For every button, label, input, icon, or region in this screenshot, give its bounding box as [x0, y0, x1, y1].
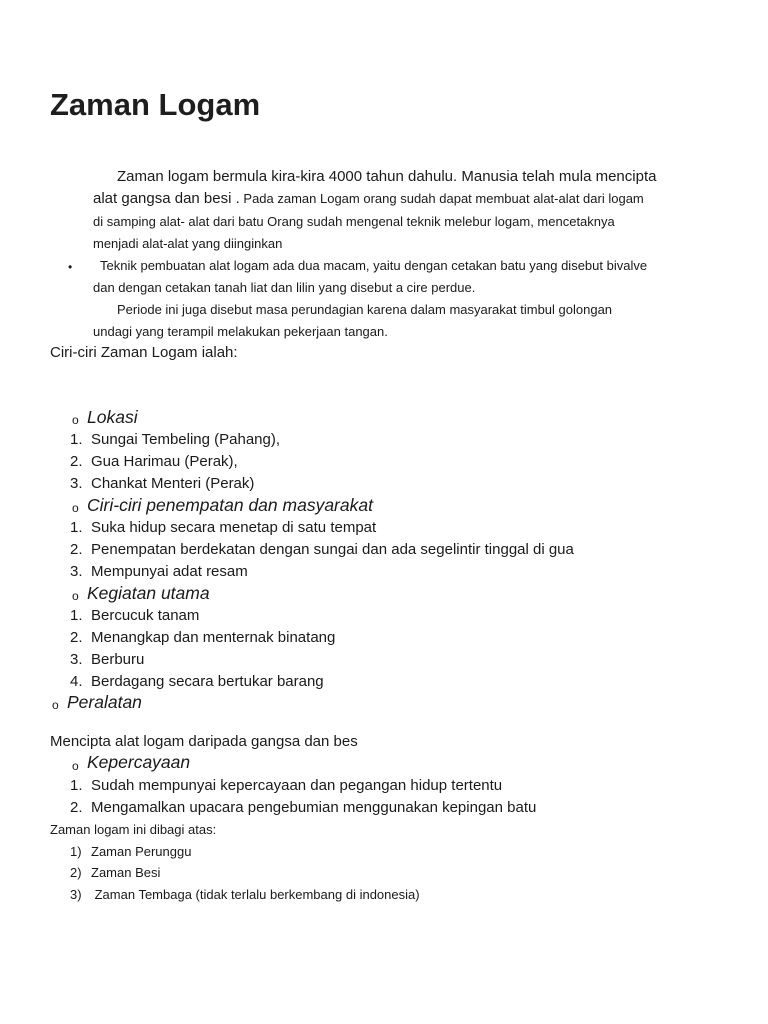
list-item: 2. Menangkap dan menternak binatang: [70, 629, 336, 646]
list-item: 1) Zaman Perunggu: [70, 844, 192, 859]
intro-line-2b: Pada zaman Logam orang sudah dapat membuat alat-alat dari logam: [239, 191, 644, 206]
peralatan-text: Mencipta alat logam daripada gangsa dan bes: [50, 733, 358, 750]
list-item: 1. Bercucuk tanam: [70, 607, 200, 624]
section-heading-kegiatan: Kegiatan utama: [87, 583, 210, 603]
intro-line-1: Zaman logam bermula kira-kira 4000 tahun dahulu. Manusia telah mula mencipta: [117, 168, 657, 185]
intro-line-3: di samping alat- alat dari batu Orang sudah mengenal teknik melebur logam, mencetaknya: [93, 214, 615, 229]
list-item: 4. Berdagang secara bertukar barang: [70, 673, 324, 690]
intro-line-8: undagi yang terampil melakukan pekerjaan tangan.: [93, 324, 388, 339]
list-item: 2) Zaman Besi: [70, 865, 161, 880]
list-item: 2. Gua Harimau (Perak),: [70, 453, 238, 470]
intro-bullet-icon: •: [68, 260, 73, 274]
dibagi-heading: Zaman logam ini dibagi atas:: [50, 822, 217, 837]
section-heading-peralatan: Peralatan: [67, 692, 142, 712]
section-heading-penempatan: Ciri-ciri penempatan dan masyarakat: [87, 495, 373, 515]
list-item: 3. Mempunyai adat resam: [70, 563, 248, 580]
intro-line-6: dan dengan cetakan tanah liat dan lilin yang disebut a cire perdue.: [93, 280, 476, 295]
list-item: 3. Berburu: [70, 651, 145, 668]
circle-bullet-icon: o: [72, 501, 79, 515]
circle-bullet-icon: o: [52, 698, 59, 712]
circle-bullet-icon: o: [72, 413, 79, 427]
list-item: 1. Sungai Tembeling (Pahang),: [70, 431, 281, 448]
intro-line-4: menjadi alat-alat yang diinginkan: [93, 236, 283, 251]
ciri-heading: Ciri-ciri Zaman Logam ialah:: [50, 344, 238, 361]
list-item: 3) Zaman Tembaga (tidak terlalu berkembang di indonesia): [70, 887, 420, 902]
section-heading-lokasi: Lokasi: [87, 407, 138, 427]
list-item: 1. Suka hidup secara menetap di satu tempat: [70, 519, 377, 536]
intro-line-5: Teknik pembuatan alat logam ada dua macam, yaitu dengan cetakan batu yang disebut bivalve: [100, 258, 648, 273]
intro-line-2a: alat gangsa dan besi .: [93, 190, 240, 207]
circle-bullet-icon: o: [72, 759, 79, 773]
circle-bullet-icon: o: [72, 589, 79, 603]
list-item: 1. Sudah mempunyai kepercayaan dan pegangan hidup tertentu: [70, 777, 503, 794]
intro-line-2: [93, 188, 644, 210]
list-item: 2. Mengamalkan upacara pengebumian menggunakan kepingan batu: [70, 799, 537, 816]
page-title: Zaman Logam: [50, 87, 261, 122]
list-item: 3. Chankat Menteri (Perak): [70, 475, 255, 492]
section-heading-kepercayaan: Kepercayaan: [87, 752, 191, 772]
list-item: 2. Penempatan berdekatan dengan sungai dan ada segelintir tinggal di gua: [70, 541, 574, 558]
intro-line-7: Periode ini juga disebut masa perundagian karena dalam masyarakat timbul golongan: [117, 302, 613, 317]
